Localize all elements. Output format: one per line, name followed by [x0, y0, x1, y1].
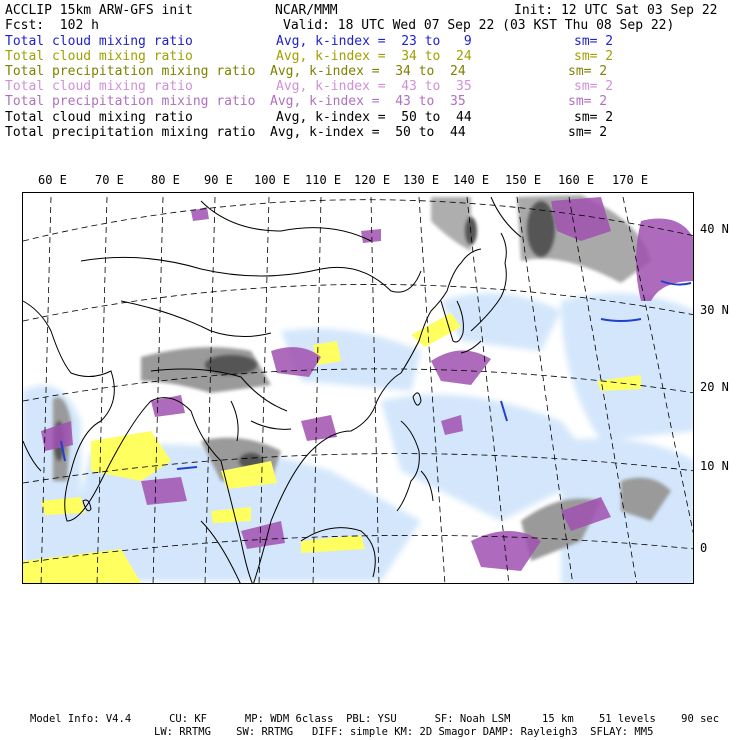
forecast-hour: Fcst: 102 h	[5, 18, 99, 33]
map-svg	[23, 193, 693, 583]
field-avg-1: Avg, k-index = 23 to 9	[276, 34, 472, 49]
lat-label-30n: 30 N	[700, 303, 729, 317]
lat-label-20n: 20 N	[700, 380, 729, 394]
model-title: ACCLIP 15km ARW-GFS init	[5, 3, 193, 18]
field-sm-2: sm= 2	[574, 49, 614, 64]
map-panel	[22, 192, 694, 584]
lat-label-40n: 40 N	[700, 222, 729, 236]
lon-label-160e: 160 E	[558, 173, 595, 187]
field-sm-3: sm= 2	[568, 64, 608, 79]
field-name-1: Total cloud mixing ratio	[5, 34, 193, 49]
field-avg-3: Avg, k-index = 34 to 24	[270, 64, 466, 79]
lon-label-130e: 130 E	[403, 173, 440, 187]
lon-label-120e: 120 E	[354, 173, 391, 187]
field-name-4: Total cloud mixing ratio	[5, 79, 193, 94]
lat-label-0: 0	[700, 541, 708, 555]
field-sm-5: sm= 2	[568, 94, 608, 109]
lon-label-150e: 150 E	[505, 173, 542, 187]
footer-physics-info: LW: RRTMG SW: RRTMG DIFF: simple KM: 2D Smagor DAMP: Rayleigh3 SFLAY: MM5	[154, 726, 654, 738]
lon-label-110e: 110 E	[305, 173, 342, 187]
field-avg-7: Avg, k-index = 50 to 44	[270, 125, 466, 140]
field-avg-2: Avg, k-index = 34 to 24	[276, 49, 472, 64]
lat-label-10n: 10 N	[700, 459, 729, 473]
field-sm-7: sm= 2	[568, 125, 608, 140]
field-name-3: Total precipitation mixing ratio	[5, 64, 256, 79]
lon-label-170e: 170 E	[612, 173, 649, 187]
field-name-6: Total cloud mixing ratio	[5, 110, 193, 125]
lon-label-70e: 70 E	[95, 173, 124, 187]
field-sm-6: sm= 2	[574, 110, 614, 125]
lon-label-60e: 60 E	[38, 173, 67, 187]
field-sm-1: sm= 2	[574, 34, 614, 49]
init-time: Init: 12 UTC Sat 03 Sep 22	[514, 3, 718, 18]
lon-label-80e: 80 E	[151, 173, 180, 187]
field-name-2: Total cloud mixing ratio	[5, 49, 193, 64]
organization-label: NCAR/MMM	[275, 3, 338, 18]
field-avg-6: Avg, k-index = 50 to 44	[276, 110, 472, 125]
lon-label-90e: 90 E	[204, 173, 233, 187]
field-avg-4: Avg, k-index = 43 to 35	[276, 79, 472, 94]
valid-time: Valid: 18 UTC Wed 07 Sep 22 (03 KST Thu 08 Sep 22)	[283, 18, 675, 33]
lon-label-140e: 140 E	[453, 173, 490, 187]
lon-label-100e: 100 E	[254, 173, 291, 187]
field-name-7: Total precipitation mixing ratio	[5, 125, 256, 140]
field-name-5: Total precipitation mixing ratio	[5, 94, 256, 109]
field-sm-4: sm= 2	[574, 79, 614, 94]
field-avg-5: Avg, k-index = 43 to 35	[270, 94, 466, 109]
footer-model-info: Model Info: V4.4 CU: KF MP: WDM 6class PBL: YSU SF: Noah LSM 15 km 51 levels 90 sec	[30, 713, 720, 725]
